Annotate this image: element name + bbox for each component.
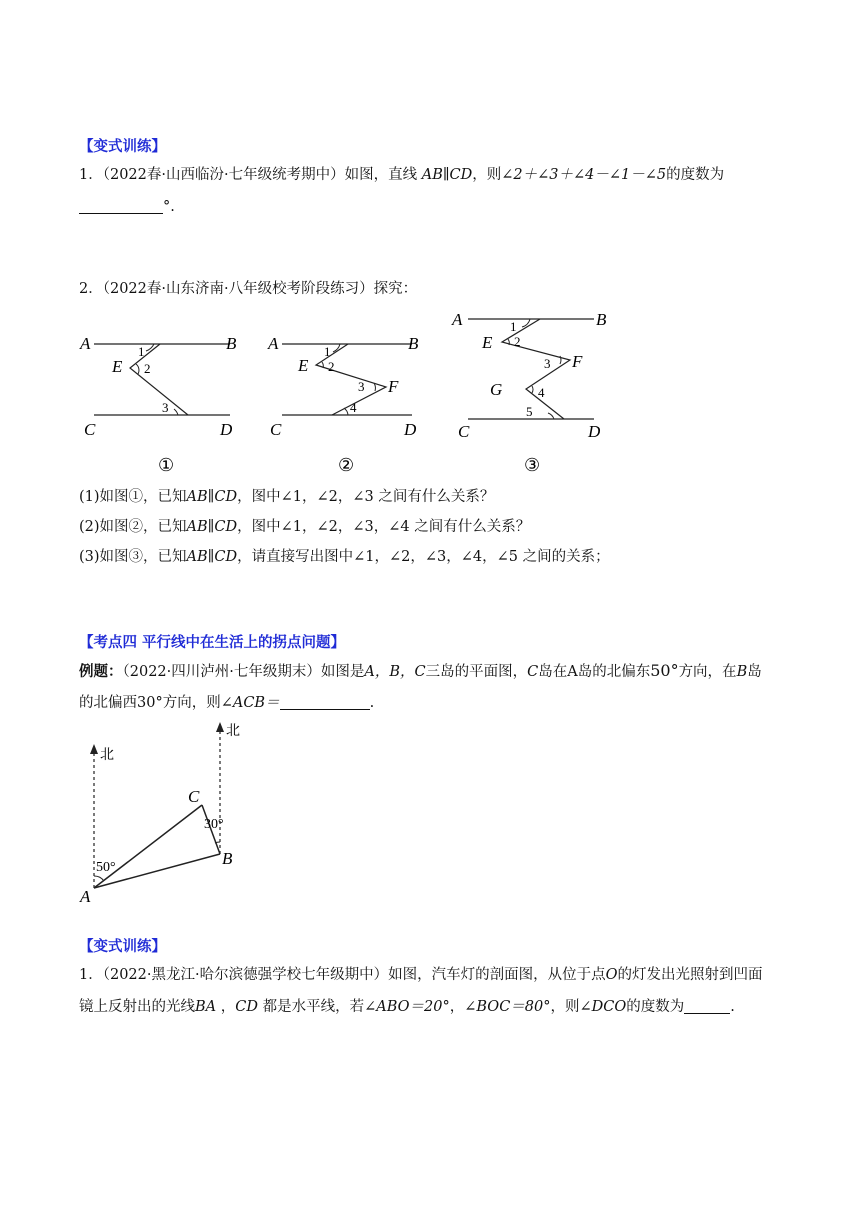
svg-text:A: A [452,310,463,329]
svg-text:1: 1 [510,319,517,334]
svg-text:B: B [596,310,607,329]
label-C: C [84,420,96,439]
svg-text:C: C [458,422,470,441]
question-2-part-1: (1)如图①，已知AB∥CD，图中∠1，∠2，∠3 之间有什么关系？ [79,489,495,505]
svg-text:3: 3 [358,379,365,394]
svg-text:C: C [270,420,282,439]
section-heading-topic-4: 【考点四 平行线中在生活上的拐点问题】 [79,635,346,651]
svg-text:②: ② [338,455,355,475]
question-1: 1．（2022春·山西临汾·七年级统考期中）如图，直线 AB∥CD，则∠2＋∠3＋∠4－∠1－∠5的度数为 [79,167,725,183]
svg-text:2: 2 [514,334,521,349]
svg-text:2: 2 [144,361,151,376]
question-3-line-2: 镜上反射出的光线BA ，CD 都是水平线，若∠ABO＝20°，∠BOC＝80°，则∠DCO的度数为 . [79,999,735,1015]
svg-text:D: D [588,422,601,441]
figure-2 [267,334,419,475]
label-A: A [80,887,91,906]
label-C: C [188,787,200,806]
question-3-line-1: 1．（2022·黑龙江·哈尔滨德强学校七年级期中）如图，汽车灯的剖面图，从位于点O的灯发出光照射到凹面 [79,967,763,983]
section-heading-variant-1: 【变式训练】 [79,139,166,155]
north-label-A: 北 [100,747,114,763]
north-label-B: 北 [226,723,240,739]
svg-text:A: A [268,334,279,353]
question-source: （2022春·山西临汾·七年级统考期中） [102,167,345,183]
answer-blank[interactable] [684,999,730,1014]
figure-1 [79,334,237,475]
svg-text:E: E [298,356,309,375]
question-2-part-2: (2)如图②，已知AB∥CD，图中∠1，∠2，∠3，∠4 之间有什么关系？ [79,519,531,535]
svg-text:3: 3 [544,356,551,371]
math-expression: AB∥CD [421,167,473,183]
svg-text:E: E [482,333,493,352]
svg-text:2: 2 [328,359,335,374]
figure-3 [451,310,607,475]
question-number: 2． [79,281,103,297]
label-D: D [220,420,233,439]
figure-island-map [72,718,252,908]
svg-text:③: ③ [524,455,541,475]
label-B: B [226,334,237,353]
label-B: B [222,849,233,868]
svg-text:5: 5 [526,404,533,419]
label-A: A [80,334,91,353]
svg-text:3: 3 [162,400,169,415]
svg-text:1: 1 [324,344,331,359]
svg-text:G: G [490,380,503,399]
question-number: 1． [79,167,103,183]
figure-zigzag-set [70,305,640,480]
answer-blank[interactable] [280,695,370,710]
question-2-part-3: (3)如图③，已知AB∥CD，请直接写出图中∠1，∠2，∠3，∠4，∠5 之间的关系； [79,549,610,565]
question-source: （2022春·山东济南·八年级校考阶段练习） [102,281,374,297]
svg-text:D: D [404,420,417,439]
figure-caption: ① [158,455,175,475]
question-2: 2．（2022春·山东济南·八年级校考阶段练习）探究： [79,281,418,297]
angle-30-label: 30° [204,817,224,832]
svg-text:F: F [572,352,583,371]
example-line-1: 例题：（2022·四川泸州·七年级期末）如图是A，B，C三岛的平面图，C岛在A岛的北偏东50°方向，在B岛 [79,661,762,680]
section-heading-variant-2: 【变式训练】 [79,939,166,955]
svg-text:4: 4 [538,385,545,400]
svg-text:1: 1 [138,344,145,359]
example-line-2: 的北偏西30°方向，则∠ACB＝ . [79,695,375,711]
svg-text:4: 4 [350,400,357,415]
answer-line-1: °. [79,197,175,217]
answer-blank[interactable] [79,199,163,214]
example-label: 例题： [79,663,123,680]
svg-text:F: F [388,377,399,396]
angle-50-label: 50° [96,860,116,875]
math-expression: ∠2＋∠3＋∠4－∠1－∠5 [501,167,667,183]
svg-text:B: B [408,334,419,353]
label-E: E [112,357,123,376]
